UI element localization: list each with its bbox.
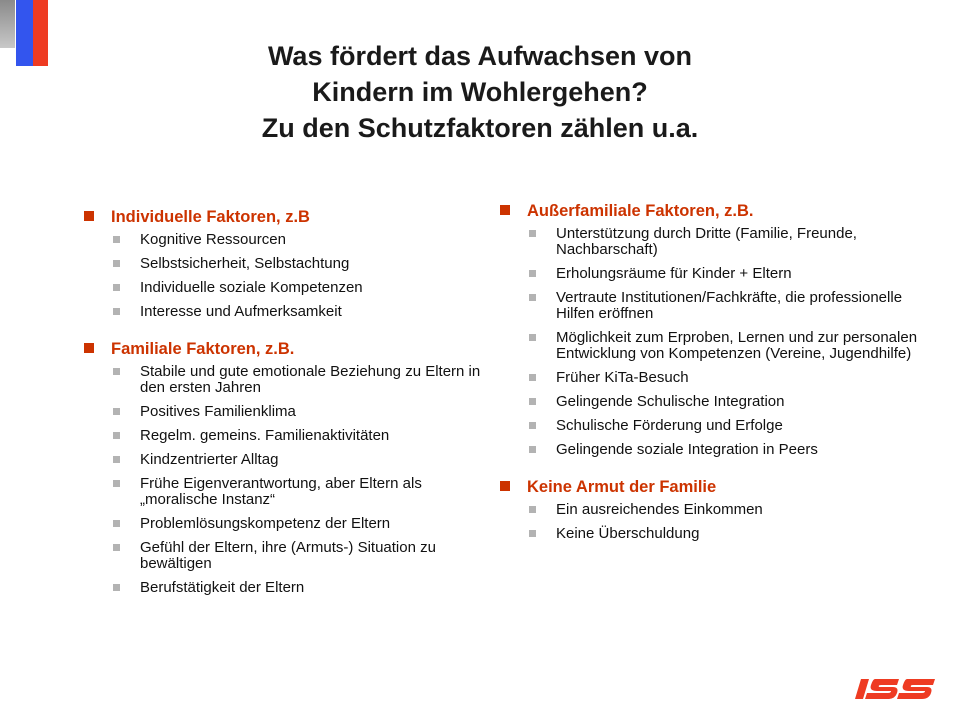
list-item-text: Schulische Förderung und Erfolge [556,417,783,434]
list-item-text: Unterstützung durch Dritte (Familie, Freunde, Nachbarschaft) [556,225,857,258]
section-heading-text: Keine Armut der Familie [527,478,717,496]
gray-square-bullet-icon [113,432,120,439]
list-item [500,394,920,410]
list-item-text: Vertraute Institutionen/Fachkräfte, die professionelle Hilfen eröffnen [556,289,903,322]
list-item [500,418,920,434]
list-item-text: Individuelle soziale Kompetenzen [140,279,363,296]
bullet-list [500,502,920,542]
list-item [500,442,920,458]
list-item [84,304,484,320]
gray-square-bullet-icon [113,260,120,267]
gray-square-bullet-icon [113,236,120,243]
list-item-text: Ein ausreichendes Einkommen [556,501,763,518]
list-item [500,370,920,386]
list-item-text: Gefühl der Eltern, ihre (Armuts-) Situation zu bewältigen [140,539,436,572]
list-item [500,526,920,542]
list-item-text: Gelingende Schulische Integration [556,393,785,410]
gray-square-bullet-icon [529,446,536,453]
gray-square-bullet-icon [113,408,120,415]
square-bullet-icon [500,481,510,491]
list-item-text: Problemlösungskompetenz der Eltern [140,515,391,532]
gray-square-bullet-icon [113,368,120,375]
gray-square-bullet-icon [529,398,536,405]
bullet-list [84,364,484,596]
gray-square-bullet-icon [113,584,120,591]
list-item [500,502,920,518]
list-item-text: Erholungsräume für Kinder + Eltern [556,265,792,282]
list-item [500,330,920,362]
list-item [84,404,484,420]
list-item-text: Selbstsicherheit, Selbstachtung [140,255,350,272]
corner-decoration-blue [16,0,33,66]
list-item [84,580,484,596]
list-item-text: Keine Überschuldung [556,525,700,542]
gray-square-bullet-icon [529,374,536,381]
list-item-text: Interesse und Aufmerksamkeit [140,303,342,320]
slide-title [60,38,900,146]
list-item-text: Gelingende soziale Integration in Peers [556,441,818,458]
list-item [84,364,484,396]
gray-square-bullet-icon [529,334,536,341]
list-item [84,476,484,508]
list-item [500,226,920,258]
list-item [84,232,484,248]
section-heading [84,207,484,227]
list-item-text: Kindzentrierter Alltag [140,451,279,468]
list-item-text: Stabile und gute emotionale Beziehung zu Eltern in den ersten Jahren [140,363,481,396]
section-heading [500,201,920,221]
list-item [84,516,484,532]
section-heading-text: Familiale Faktoren, z.B. [111,340,295,358]
gray-square-bullet-icon [529,530,536,537]
list-item-text: Positives Familienklima [140,403,296,420]
section-heading-text: Individuelle Faktoren, z.B [111,208,310,226]
list-item [500,290,920,322]
gray-square-bullet-icon [113,480,120,487]
square-bullet-icon [500,205,510,215]
title-line-3: Zu den Schutzfaktoren zählen u.a. [261,113,699,143]
list-item-text: Regelm. gemeins. Familienaktivitäten [140,427,390,444]
list-item-text: Früher KiTa-Besuch [556,369,689,386]
gray-square-bullet-icon [113,520,120,527]
list-item [84,256,484,272]
section-heading [84,339,484,359]
iss-logo [855,676,940,702]
section-heading [500,477,920,497]
list-item [84,540,484,572]
corner-decoration-red [33,0,48,66]
gray-square-bullet-icon [529,422,536,429]
list-item-text: Möglichkeit zum Erproben, Lernen und zur personalen Entwicklung von Kompetenzen (Vereine, Jugendhilfe) [556,329,918,362]
left-section [84,207,484,320]
gray-square-bullet-icon [113,544,120,551]
gray-square-bullet-icon [113,284,120,291]
left-section [84,339,484,596]
title-line-1: Was fördert das Aufwachsen von [267,41,693,71]
list-item-text: Frühe Eigenverantwortung, aber Eltern als „moralische Instanz“ [140,475,422,508]
list-item-text: Kognitive Ressourcen [140,231,286,248]
right-column [500,201,920,561]
list-item [84,280,484,296]
left-column [84,207,484,615]
list-item-text: Berufstätigkeit der Eltern [140,579,305,596]
gray-square-bullet-icon [529,294,536,301]
right-section [500,477,920,542]
title-line-2: Kindern im Wohlergehen? [312,77,648,107]
list-item [500,266,920,282]
corner-decoration-gray [0,0,15,48]
gray-square-bullet-icon [529,270,536,277]
right-section [500,201,920,458]
square-bullet-icon [84,211,94,221]
bullet-list [500,226,920,458]
gray-square-bullet-icon [113,308,120,315]
gray-square-bullet-icon [113,456,120,463]
list-item [84,452,484,468]
bullet-list [84,232,484,320]
gray-square-bullet-icon [529,506,536,513]
square-bullet-icon [84,343,94,353]
section-heading-text: Außerfamiliale Faktoren, z.B. [527,202,754,220]
gray-square-bullet-icon [529,230,536,237]
list-item [84,428,484,444]
